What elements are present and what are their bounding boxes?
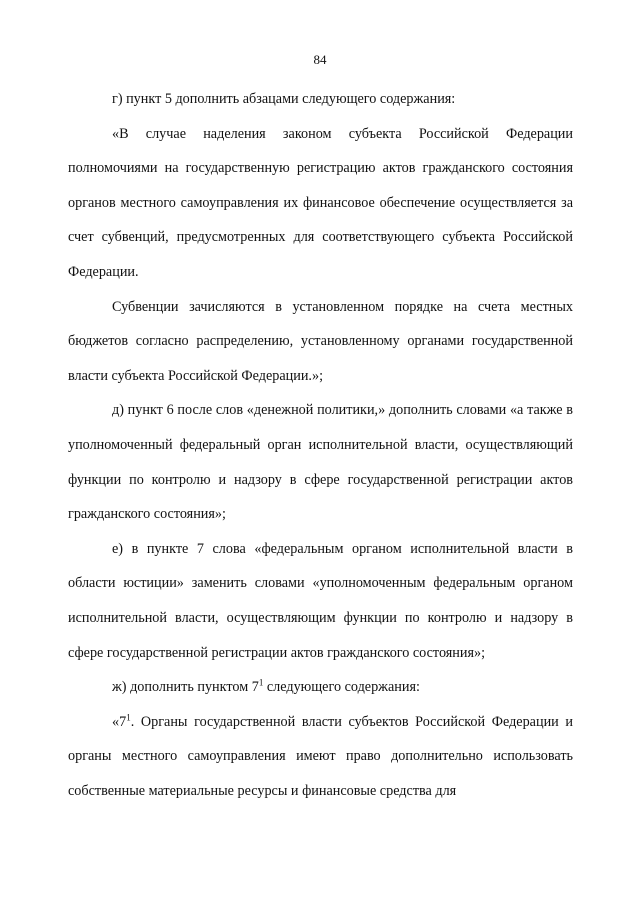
paragraph-item-g: г) пункт 5 дополнить абзацами следующего содержания: — [112, 91, 456, 107]
document-body — [68, 82, 573, 808]
paragraph-item-d: д) пункт 6 после слов «денежной политики,» дополнить словами «а также в уполномоченный федеральный орган исполнительной власти, осуществляющий функции по контролю и надзору в сфере государственной регистрации актов гражданского состояния»; — [68, 402, 573, 523]
paragraph-point-7-1 — [68, 705, 573, 809]
superscript-1: 1 — [126, 711, 131, 722]
paragraph-item-zh — [68, 670, 573, 705]
page-number: 84 — [313, 52, 327, 67]
paragraph-point-7-1-text-before: «7 — [112, 713, 127, 730]
superscript-1: 1 — [258, 677, 264, 688]
paragraph-subventions-quote: «В случае наделения законом субъекта Российской Федерации полномочиями на государственную регистрацию актов гражданского состояния органов местного самоуправления их финансовое обеспечение осуществляется за счет субвенций, предусмотренных для соответствующего субъекта Российской Федерации. — [68, 125, 573, 280]
paragraph-point-7-1-text-after: . Органы государственной власти субъектов Российской Федерации и органы местного самоуправления имеют право дополнительно использовать собственные материальные ресурсы и финансовые средства для — [68, 713, 573, 799]
paragraph-item-zh-text-after: следующего содержания: — [263, 679, 420, 696]
paragraph-subventions-crediting: Субвенции зачисляются в установленном порядке на счета местных бюджетов согласно распределению, установленному органами государственной власти субъекта Российской Федерации.»; — [68, 298, 573, 384]
paragraph-item-e: е) в пункте 7 слова «федеральным органом исполнительной власти в области юстиции» заменить словами «уполномоченным федеральным органом исполнительной власти, осуществляющим функции по контролю и надзору в сфере государственной регистрации актов гражданского состояния»; — [68, 540, 573, 661]
paragraph-item-zh-text-before: ж) дополнить пунктом 7 — [112, 679, 259, 696]
